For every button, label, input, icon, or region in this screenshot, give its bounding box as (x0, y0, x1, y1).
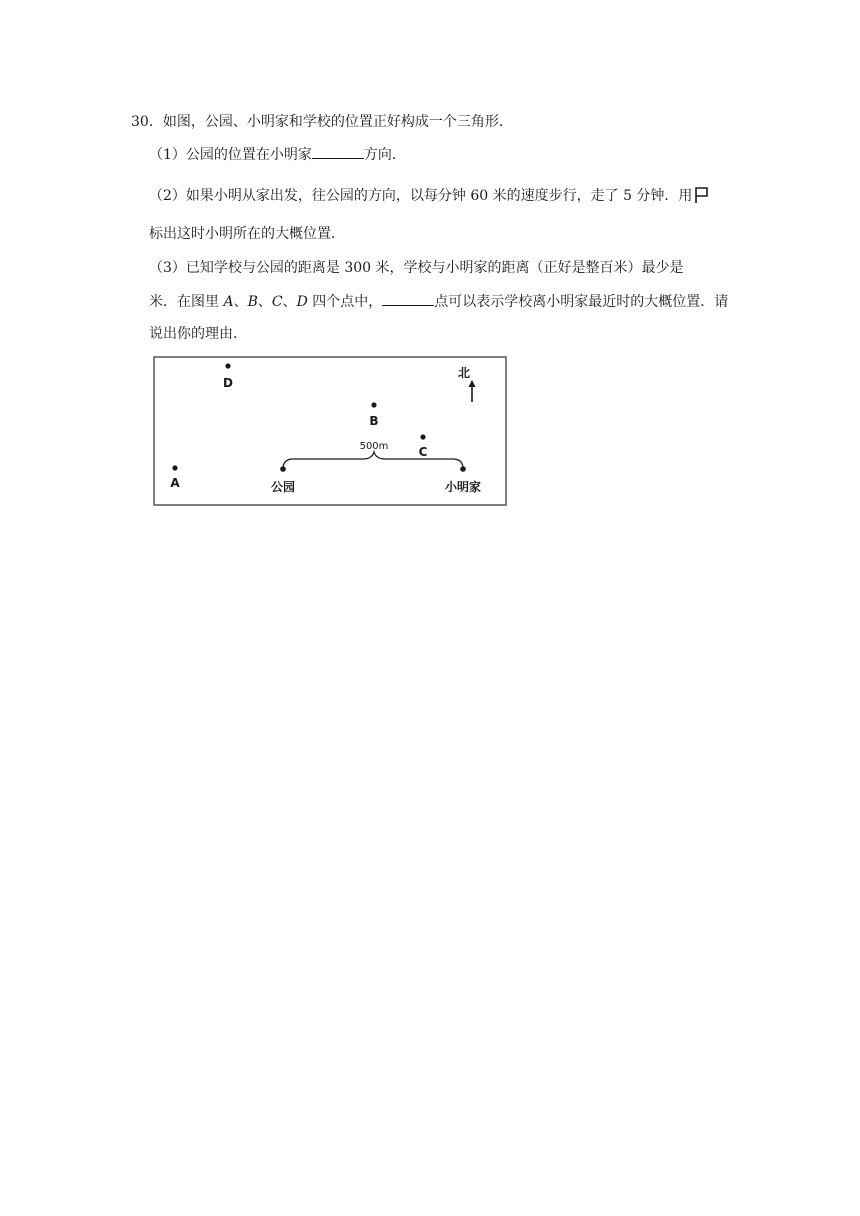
point-b-inline: B (247, 294, 258, 310)
map-figure (153, 356, 507, 506)
point-c-label: C (418, 445, 428, 459)
part2-line1 (149, 186, 710, 206)
point-a-dot (172, 465, 177, 470)
question-number: 30． (131, 114, 163, 130)
part3-line2-prefix: 米．在图里 (149, 294, 224, 310)
part3-line2-suffix: 点可以表示学校离小明家最近时的大概位置．请 (434, 294, 729, 310)
separator-1: 、 (233, 294, 248, 310)
part1-after-text: 方向． (363, 147, 406, 163)
point-c-dot (420, 434, 425, 439)
part3-line1-text: （3）已知学校与公园的距离是 300 米，学校与小明家的距离（正好是整百米）最少是 (149, 260, 684, 276)
point-d-dot (225, 363, 230, 368)
point-d-inline: D (296, 294, 308, 310)
part1-line (149, 144, 406, 165)
point-c-inline: C (271, 294, 283, 310)
home-label: 小明家 (444, 480, 482, 494)
point-a-label: A (170, 476, 180, 490)
part2-line1-text: （2）如果小明从家出发，往公园的方向，以每分钟 60 米的速度步行，走了 5 分钟．用 (149, 188, 693, 204)
separator-3: 、 (282, 294, 297, 310)
home-dot (460, 466, 466, 472)
point-b-label: B (369, 414, 379, 428)
part3-line2-mid: 四个点中， (307, 294, 383, 310)
part3-line2 (149, 291, 728, 312)
part3-answer-blank[interactable] (382, 291, 434, 306)
question-stem (131, 112, 513, 132)
part3-line3-text: 说出你的理由． (149, 326, 247, 342)
question-stem-text: 如图，公园、小明家和学校的位置正好构成一个三角形． (162, 114, 513, 130)
flag-icon (694, 186, 710, 204)
point-d-label: D (223, 376, 233, 390)
part2-line2-text: 标出这时小明所在的大概位置． (149, 226, 345, 242)
point-b-dot (371, 402, 376, 407)
part1-before-text: （1）公园的位置在小明家 (149, 147, 312, 163)
part1-answer-blank[interactable] (312, 144, 364, 159)
part2-line2 (149, 224, 345, 244)
part3-line3 (149, 324, 247, 344)
separator-2: 、 (257, 294, 272, 310)
distance-label: 500m (359, 441, 389, 452)
part3-line1 (149, 258, 684, 278)
north-label: 北 (457, 366, 471, 380)
park-label: 公园 (270, 480, 296, 494)
park-dot (280, 466, 286, 472)
point-a-inline: A (223, 294, 234, 310)
